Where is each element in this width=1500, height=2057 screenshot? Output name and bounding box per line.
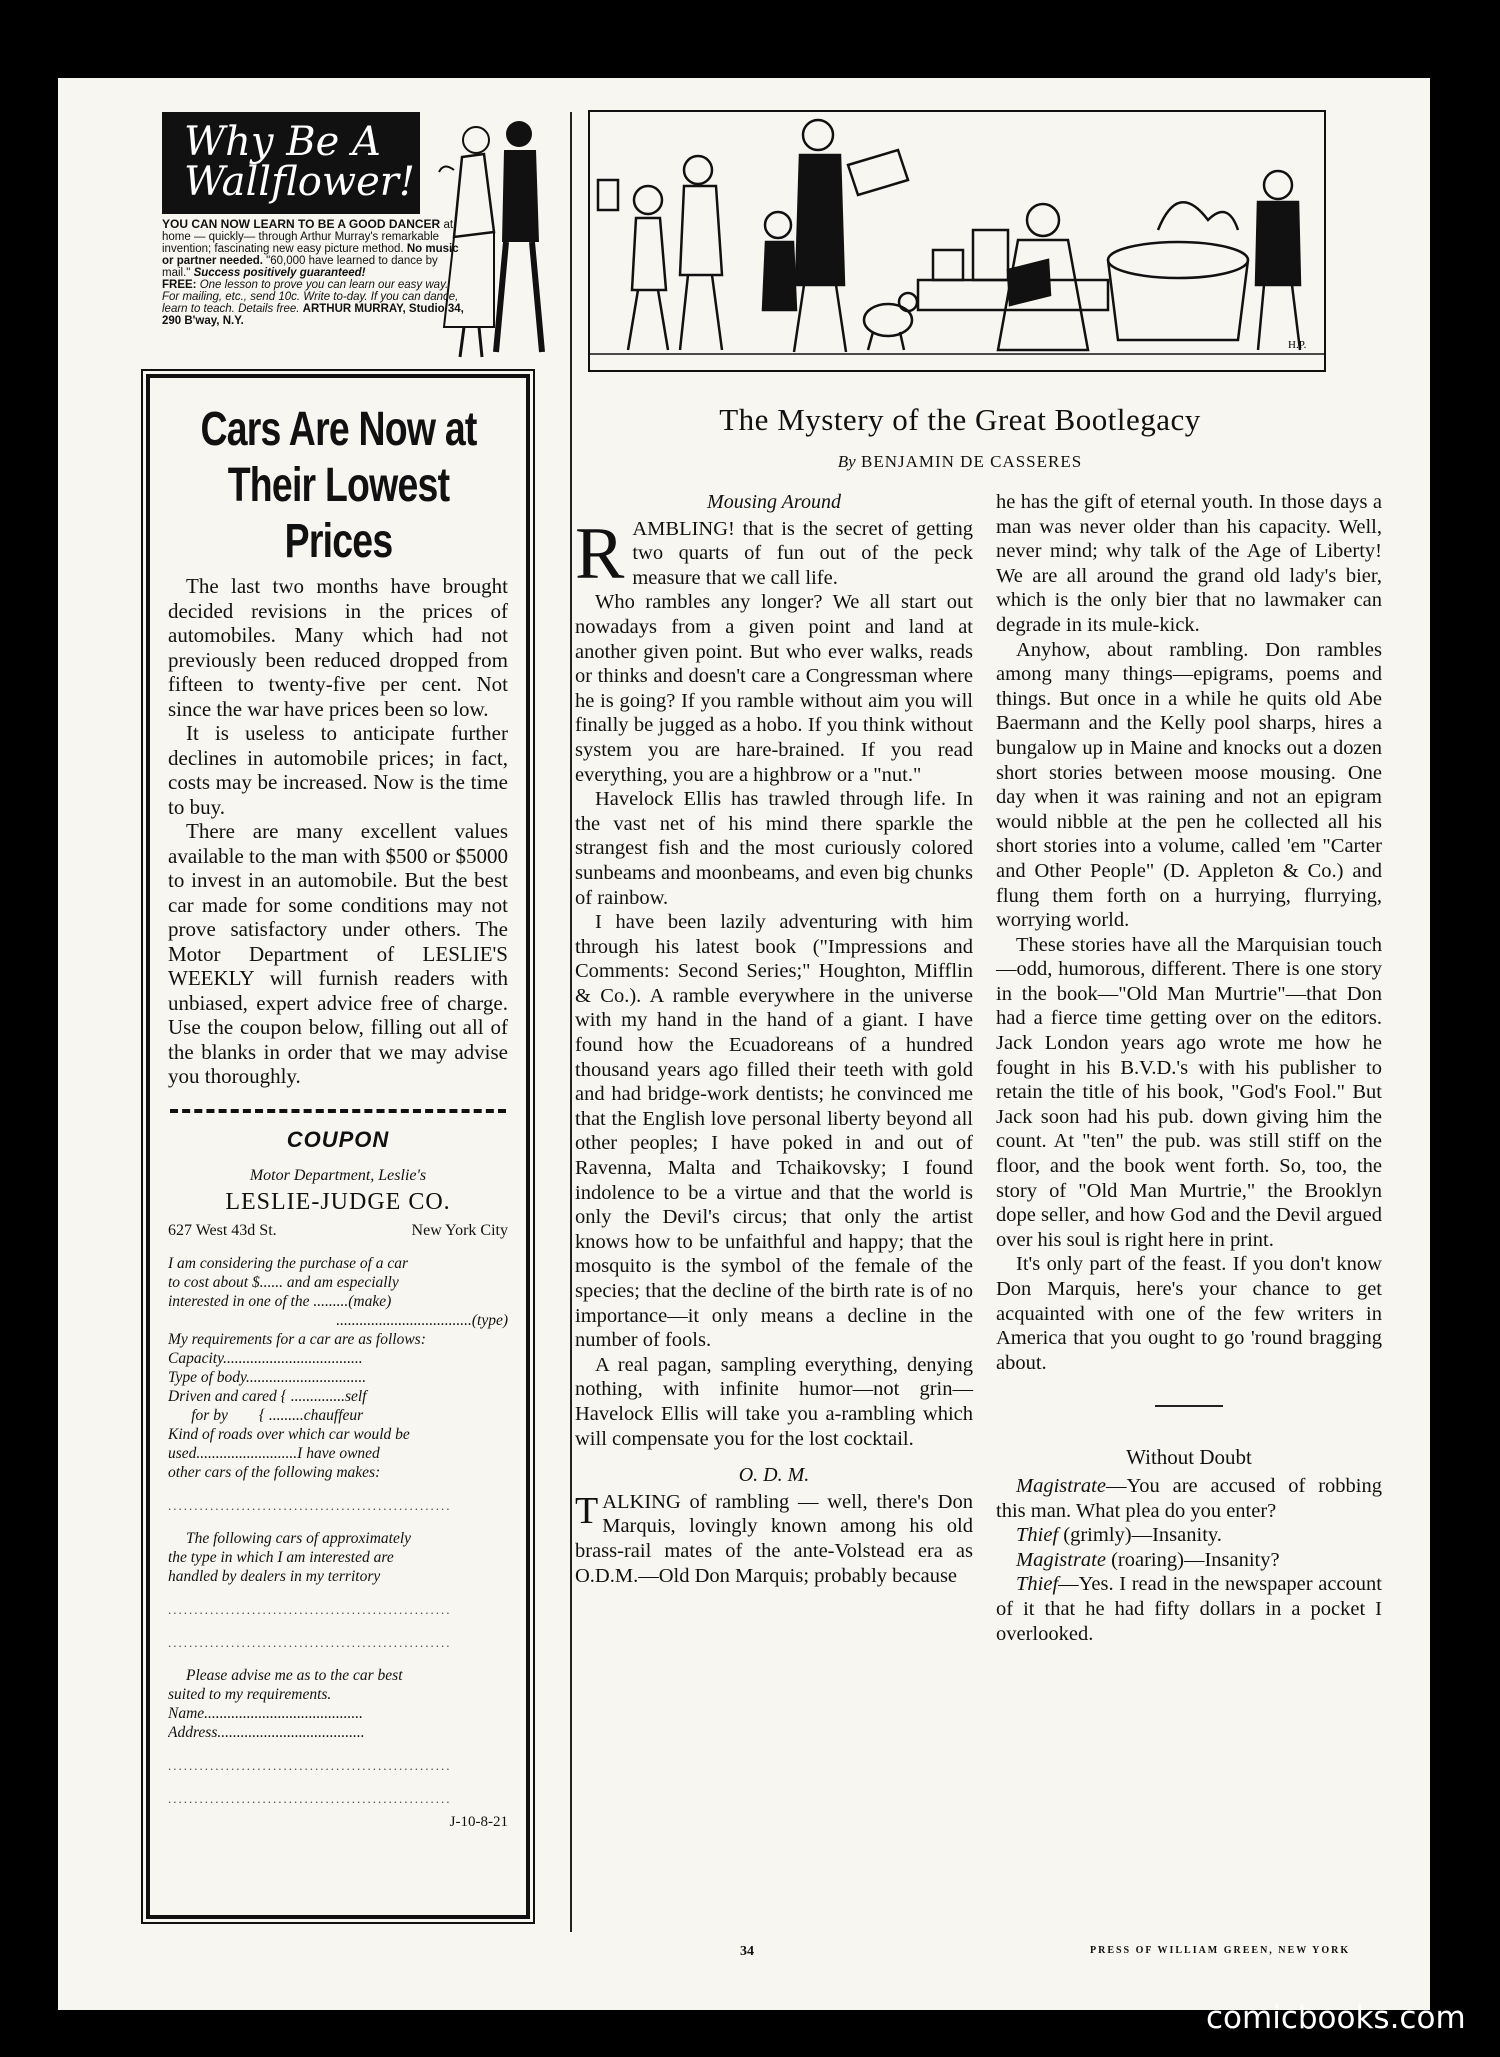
cars-paragraph: It is useless to anticipate further declines in automobile prices; in fact, costs may be increased. Now is the time to buy. (168, 721, 508, 819)
coupon-company: LESLIE-JUDGE CO. (225, 1188, 451, 1215)
article-paragraph (575, 1490, 973, 1588)
without-doubt-heading: Without Doubt (1126, 1445, 1252, 1470)
coupon-line: the type in which I am interested are (168, 1548, 394, 1566)
wallflower-banner (162, 112, 420, 214)
speaker: Thief (1016, 1573, 1059, 1596)
blank-space (168, 1482, 508, 1496)
wallflower-headline-2: Wallflower! (184, 159, 415, 205)
blank-space (168, 1775, 508, 1789)
cars-paragraph: There are many excellent values available to the man with $500 or $5000 to invest in an automobile. But the best car made for some conditions may not prove satisfactory under others. The Motor Department of LESLIE'S WEEKLY will furnish readers with unbiased, expert advice free of charge. Use the coupon below, filling out all of the blanks in order that we may advise you thoroughly. (168, 819, 509, 1088)
wallflower-free-text: One lesson to prove you can learn our easy way. For mailing, etc., send 10c. Write to-day. If you can dance, learn to teach. Details free. (162, 279, 459, 315)
cartoon-signature: H.P. (1288, 339, 1307, 351)
coupon-address (168, 1222, 508, 1240)
byline-by: By (837, 452, 856, 471)
dialogue-text: (roaring)—Insanity? (1105, 1548, 1280, 1571)
speaker: Magistrate (1016, 1474, 1106, 1497)
blank-line[interactable]: ...................................................... (168, 1601, 452, 1617)
blank-space (168, 1586, 508, 1600)
article-paragraph: Havelock Ellis has trawled through life. In the vast net of his mind there sparkle the strangest fish and the most curiously colored sunbeams and moonbeams, and even big chunks of rainbow. (575, 788, 973, 909)
coupon-cut-line (170, 1109, 506, 1117)
article-paragraph: I have been lazily adventuring with him through his latest book ("Impressions and Comments: Second Series;" Houghton, Mifflin & Co.). A ramble everywhere in the universe with my hand in the hand of a giant. I have found how the Ecuadoreans of a hundred thousand years ago filled their teeth with gold and had bridge-work dentists; he convinced me that the English love personal liberty beyond all other peoples; I have poked in and out of Ravenna, Malta and Tchaikovsky; I found indolence to be a virtue and that the world is only the Devil's circus; that only the artist knows how to be unfaithful and happy; that the mosquito is the symbol of the female of the species; that the decline of the birth rate is of no importance—it only means a decline in the number of fools. (575, 911, 973, 1352)
wallflower-learned: "60,000 have learned to dance by mail." (162, 255, 438, 279)
coupon-heading: COUPON (286, 1126, 390, 1152)
article-byline (590, 452, 1330, 472)
dialogue-text: —You are accused of robbing this man. What plea do you enter? (996, 1474, 1382, 1522)
blank-line[interactable]: ...................................................... (168, 1497, 452, 1513)
cars-headline (172, 402, 504, 570)
paragraph-text: ALKING of rambling — well, there's Don Marquis, lovingly known among his old brass-rail mates of the ante-Volstead era as O.D.M.—Old Don Marquis; probably because (575, 1490, 973, 1587)
wallflower-guarantee: Success positively guaranteed! (193, 267, 366, 279)
blank-space (168, 1742, 508, 1756)
article-paragraph: Who rambles any longer? We all start out nowadays from a given point and land at another given point. But who ever walks, reads or thinks and doesn't care a Congressman where he is going? If you ramble without aim you will finally be jugged as a hobo. If you think without system you are hare-brained. If you read everything, you are a highbrow or a "nut." (575, 591, 973, 786)
dialogue-text: (grimly)—Insanity. (1058, 1524, 1222, 1547)
section-heading: O. D. M. (738, 1464, 810, 1487)
dialogue-line (996, 1474, 1382, 1523)
article-title: The Mystery of the Great Bootlegacy (719, 402, 1201, 437)
blank-line[interactable]: ...................................................... (168, 1634, 452, 1650)
bookstore-cartoon-illustration (588, 110, 1326, 372)
coupon-line[interactable]: Capacity.................................... (168, 1349, 363, 1367)
coupon-line[interactable]: Type of body............................... (168, 1368, 367, 1386)
coupon-line: other cars of the following makes: (168, 1463, 381, 1481)
article-paragraph: Anyhow, about rambling. Don rambles among many things—epigrams, poems and things. But once in a while he quits old Abe Baermann and the Kelly pool sharps, hires a bungalow up in Maine and knocks out a dozen short stories between moose mousing. One day when it was raining and not an epigram would nibble at the pen he collected all his short stories into a volume, called 'em "Carter and Other People" (D. Appleton & Co.) and flung them forth on a hurrying, flurrying, worrying world. (996, 638, 1382, 932)
section-heading: Mousing Around (707, 491, 841, 513)
wallflower-ad (162, 112, 560, 369)
coupon-line: My requirements for a car are as follows: (168, 1330, 426, 1348)
coupon-code: J-10-8-21 (449, 1813, 508, 1830)
wallflower-lead: YOU CAN NOW LEARN TO BE A GOOD DANCER (162, 217, 441, 231)
coupon-line[interactable]: used..........................I have owned (168, 1444, 380, 1462)
coupon-street: 627 West 43d St. (168, 1221, 277, 1239)
cars-headline-2: Their Lowest Prices (227, 459, 449, 568)
dialogue-line (996, 1572, 1382, 1646)
dialogue-text: —Yes. I read in the newspaper account of it that he had fifty dollars in a pocket I overlooked. (996, 1573, 1382, 1645)
blank-space (168, 1619, 508, 1633)
coupon-address-line[interactable]: Address...................................... (168, 1723, 365, 1741)
blank-space (168, 1652, 508, 1666)
drop-cap: T (575, 1489, 599, 1532)
cars-ad (146, 374, 530, 1919)
press-imprint: PRESS OF WILLIAM GREEN, NEW YORK (1090, 1945, 1351, 1956)
dancing-couple-illustration (424, 112, 564, 362)
drop-cap: R (575, 512, 625, 595)
wallflower-no-music: No music or partner needed. (162, 243, 459, 267)
byline-author: BENJAMIN DE CASSERES (860, 452, 1083, 471)
coupon-name-line[interactable]: Name......................................... (168, 1704, 364, 1722)
article-paragraph: It's only part of the feast. If you don't know Don Marquis, here's your chance to get acquainted with one of the few writers in America that you ought to go 'round bragging about. (996, 1253, 1382, 1374)
article-paragraph: A real pagan, sampling everything, denying nothing, with infinite humor—not grin—Havelock Ellis will take you a-rambling which will compensate you for the lost cocktail. (575, 1353, 973, 1450)
speaker: Thief (1016, 1524, 1059, 1547)
wallflower-copy (162, 218, 467, 327)
blank-line[interactable]: ...................................................... (168, 1757, 452, 1773)
coupon-line: handled by dealers in my territory (168, 1567, 381, 1585)
page-number: 34 (740, 1944, 754, 1959)
coupon-line[interactable]: interested in one of the .........(make) (168, 1292, 392, 1310)
wallflower-body: at home — quickly— through Arthur Murray's remarkable invention; fascinating new easy picture method. (162, 219, 454, 255)
coupon-line: The following cars of approximately (186, 1529, 412, 1547)
wallflower-address: ARTHUR MURRAY, Studio 34, 290 B'way, N.Y. (162, 303, 464, 327)
cars-paragraph: The last two months have brought decided revisions in the prices of automobiles. Many which had not previously been reduced dropped from fifteen to twenty-five per cent. Not since the war have prices been so low. (168, 574, 508, 721)
wallflower-free-label: FREE: (162, 279, 197, 291)
dialogue-line (996, 1523, 1382, 1548)
wallflower-headline-1: Why Be A (184, 119, 381, 165)
article-paragraph: These stories have all the Marquisian touch—odd, humorous, different. There is one story in the book—"Old Man Murtrie"—that Don had a fierce time getting over on the editors. Jack London years ago wrote me how he fought in his B.V.D.'s with his publisher to retain the title of his book, "God's Fool." But Jack soon had his pub. down giving him the count. At "ten" the pub. was still stiff on the floor, and the book went forth. So, too, the story of "Old Man Murtrie," the Brooklyn dope seller, and how God and the Devil argued over his soul is right here in print. (996, 933, 1382, 1251)
coupon-department: Motor Department, Leslie's (249, 1166, 427, 1184)
coupon-line[interactable]: to cost about $...... and am especially (168, 1273, 399, 1291)
coupon-form (168, 1254, 508, 1808)
coupon-line: I am considering the purchase of a car (168, 1254, 409, 1272)
coupon-line[interactable]: for by { .........chauffeur (168, 1406, 364, 1424)
dialogue-line (996, 1548, 1382, 1573)
article-paragraph: he has the gift of eternal youth. In those days a man was never older than his capacity. Well, never mind; why talk of the Age of Liberty! We are all around the grand old lady's bier, which is the only bier that no lawmaker can degrade in its mule-kick. (996, 491, 1382, 636)
article-column-2 (996, 490, 1382, 1646)
coupon-line: suited to my requirements. (168, 1685, 332, 1703)
blank-line[interactable]: ...................................................... (168, 1790, 452, 1806)
coupon-line: Please advise me as to the car best (186, 1666, 403, 1684)
coupon-line[interactable]: ...................................(type) (336, 1311, 508, 1329)
column-rule (570, 112, 572, 1932)
speaker: Magistrate (1016, 1548, 1106, 1571)
blank-space (168, 1515, 508, 1529)
coupon-line: Kind of roads over which car would be (168, 1425, 410, 1443)
coupon-city: New York City (411, 1221, 508, 1239)
paragraph-text: AMBLING! that is the secret of getting two quarts of fun out of the peck measure that we call life. (632, 517, 973, 589)
cars-headline-1: Cars Are Now at (199, 403, 477, 456)
section-divider (1155, 1405, 1223, 1407)
site-watermark: comicbooks.com (1206, 2000, 1466, 2036)
article-column-1 (575, 490, 973, 1588)
article-paragraph (575, 512, 973, 595)
coupon-line[interactable]: Driven and cared { ..............self (168, 1387, 367, 1405)
